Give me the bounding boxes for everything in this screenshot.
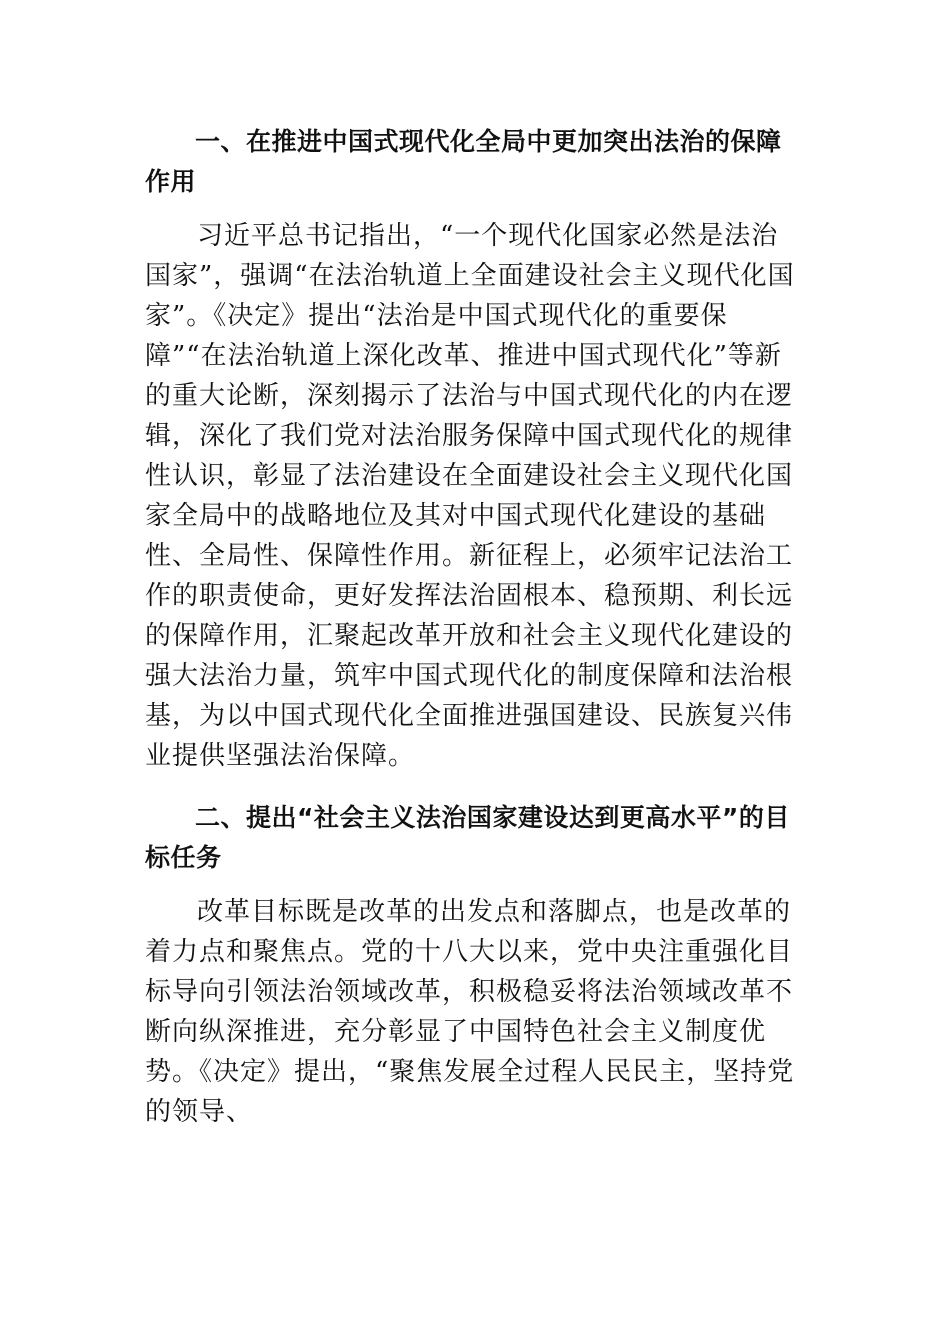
section-1-heading: 一、在推进中国式现代化全局中更加突出法治的保障作用 — [145, 127, 782, 196]
section-2-heading: 二、提出“社会主义法治国家建设达到更高水平”的目标任务 — [145, 803, 790, 872]
spacer — [145, 202, 805, 216]
section-2-paragraph: 改革目标既是改革的出发点和落脚点，也是改革的着力点和聚焦点。党的十八大以来，党中央注重强化目标导向引领法治领域改革，积极稳妥将法治领域改革不断向纵深推进，充分彰显了中国特色社会主义制度优势。《决定》提出，“聚焦发展全过程人民民主，坚持党的领导、 — [145, 897, 795, 1127]
section-1-paragraph: 习近平总书记指出，“一个现代化国家必然是法治国家”，强调“在法治轨道上全面建设社会主义现代化国家”。《决定》提出“法治是中国式现代化的重要保障”“在法治轨道上深化改革、推进中国式现代化”等新的重大论断，深刻揭示了法治与中国式现代化的内在逻辑，深化了我们党对法治服务保障中国式现代化的规律性认识，彰显了法治建设在全面建设社会主义现代化国家全局中的战略地位及其对中国式现代化建设的基础性、全局性、保障性作用。新征程上，必须牢记法治工作的职责使命，更好发挥法治固根本、稳预期、利长远的保障作用，汇聚起改革开放和社会主义现代化建设的强大法治力量，筑牢中国式现代化的制度保障和法治根基，为以中国式现代化全面推进强国建设、民族复兴伟业提供坚强法治保障。 — [145, 221, 795, 771]
spacer — [145, 878, 805, 892]
spacer — [145, 776, 805, 798]
document-page — [145, 122, 805, 1132]
